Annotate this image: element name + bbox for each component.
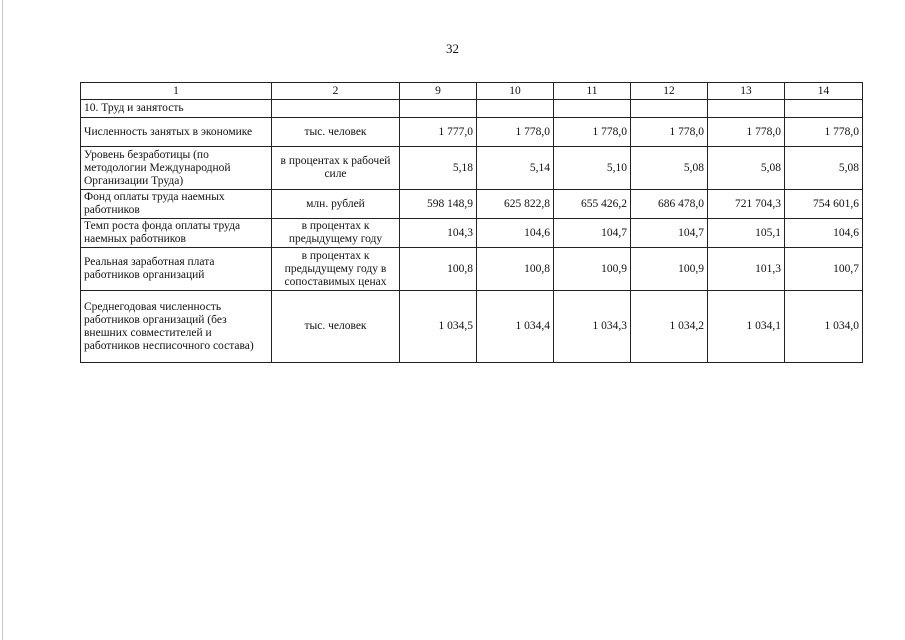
table-row xyxy=(81,190,863,219)
empty-cell xyxy=(785,100,863,118)
value-cell: 1 778,0 xyxy=(785,118,863,147)
empty-cell xyxy=(554,100,631,118)
section-row xyxy=(81,100,863,118)
indicator-name: Среднегодовая численность работников организаций (без внешних совместителей и работников несписочного состава) xyxy=(81,291,272,363)
value-cell: 5,08 xyxy=(708,147,785,190)
value-cell: 5,08 xyxy=(631,147,708,190)
value-cell: 5,14 xyxy=(477,147,554,190)
value-cell: 1 034,5 xyxy=(400,291,477,363)
value-cell: 100,8 xyxy=(477,248,554,291)
section-title: 10. Труд и занятость xyxy=(81,100,272,118)
unit-cell: в процентах к предыдущему году xyxy=(272,219,400,248)
empty-cell xyxy=(631,100,708,118)
value-cell: 5,10 xyxy=(554,147,631,190)
unit-cell: тыс. человек xyxy=(272,291,400,363)
value-cell: 1 777,0 xyxy=(400,118,477,147)
value-cell: 754 601,6 xyxy=(785,190,863,219)
column-header: 10 xyxy=(477,83,554,100)
value-cell: 1 034,4 xyxy=(477,291,554,363)
value-cell: 101,3 xyxy=(708,248,785,291)
empty-cell xyxy=(708,100,785,118)
table-row xyxy=(81,147,863,190)
value-cell: 100,9 xyxy=(631,248,708,291)
indicator-name: Численность занятых в экономике xyxy=(81,118,272,147)
column-header: 14 xyxy=(785,83,863,100)
unit-cell: млн. рублей xyxy=(272,190,400,219)
labor-employment-table xyxy=(80,82,863,363)
scan-edge-line xyxy=(2,0,3,640)
column-header: 11 xyxy=(554,83,631,100)
empty-cell xyxy=(400,100,477,118)
column-header: 12 xyxy=(631,83,708,100)
column-number-row xyxy=(81,83,863,100)
value-cell: 1 778,0 xyxy=(554,118,631,147)
table-row xyxy=(81,219,863,248)
value-cell: 686 478,0 xyxy=(631,190,708,219)
table-row xyxy=(81,291,863,363)
unit-cell: в процентах к предыдущему году в сопоставимых ценах xyxy=(272,248,400,291)
column-header: 1 xyxy=(81,83,272,100)
empty-cell xyxy=(272,100,400,118)
value-cell: 1 034,2 xyxy=(631,291,708,363)
value-cell: 1 778,0 xyxy=(708,118,785,147)
value-cell: 625 822,8 xyxy=(477,190,554,219)
value-cell: 598 148,9 xyxy=(400,190,477,219)
indicator-name: Реальная заработная плата работников организаций xyxy=(81,248,272,291)
value-cell: 104,6 xyxy=(477,219,554,248)
value-cell: 1 034,1 xyxy=(708,291,785,363)
value-cell: 1 034,3 xyxy=(554,291,631,363)
value-cell: 100,7 xyxy=(785,248,863,291)
empty-cell xyxy=(477,100,554,118)
value-cell: 104,7 xyxy=(631,219,708,248)
value-cell: 721 704,3 xyxy=(708,190,785,219)
value-cell: 104,3 xyxy=(400,219,477,248)
page-number: 32 xyxy=(446,41,459,56)
unit-cell: в процентах к рабочей силе xyxy=(272,147,400,190)
value-cell: 104,7 xyxy=(554,219,631,248)
indicator-name: Темп роста фонда оплаты труда наемных работников xyxy=(81,219,272,248)
column-header: 13 xyxy=(708,83,785,100)
unit-cell: тыс. человек xyxy=(272,118,400,147)
value-cell: 5,18 xyxy=(400,147,477,190)
value-cell: 104,6 xyxy=(785,219,863,248)
column-header: 9 xyxy=(400,83,477,100)
value-cell: 100,9 xyxy=(554,248,631,291)
indicator-name: Фонд оплаты труда наемных работников xyxy=(81,190,272,219)
table-row xyxy=(81,248,863,291)
value-cell: 1 034,0 xyxy=(785,291,863,363)
table-row xyxy=(81,118,863,147)
value-cell: 5,08 xyxy=(785,147,863,190)
indicator-name: Уровень безработицы (по методологии Международной Организации Труда) xyxy=(81,147,272,190)
value-cell: 100,8 xyxy=(400,248,477,291)
column-header: 2 xyxy=(272,83,400,100)
value-cell: 105,1 xyxy=(708,219,785,248)
value-cell: 1 778,0 xyxy=(631,118,708,147)
value-cell: 655 426,2 xyxy=(554,190,631,219)
value-cell: 1 778,0 xyxy=(477,118,554,147)
